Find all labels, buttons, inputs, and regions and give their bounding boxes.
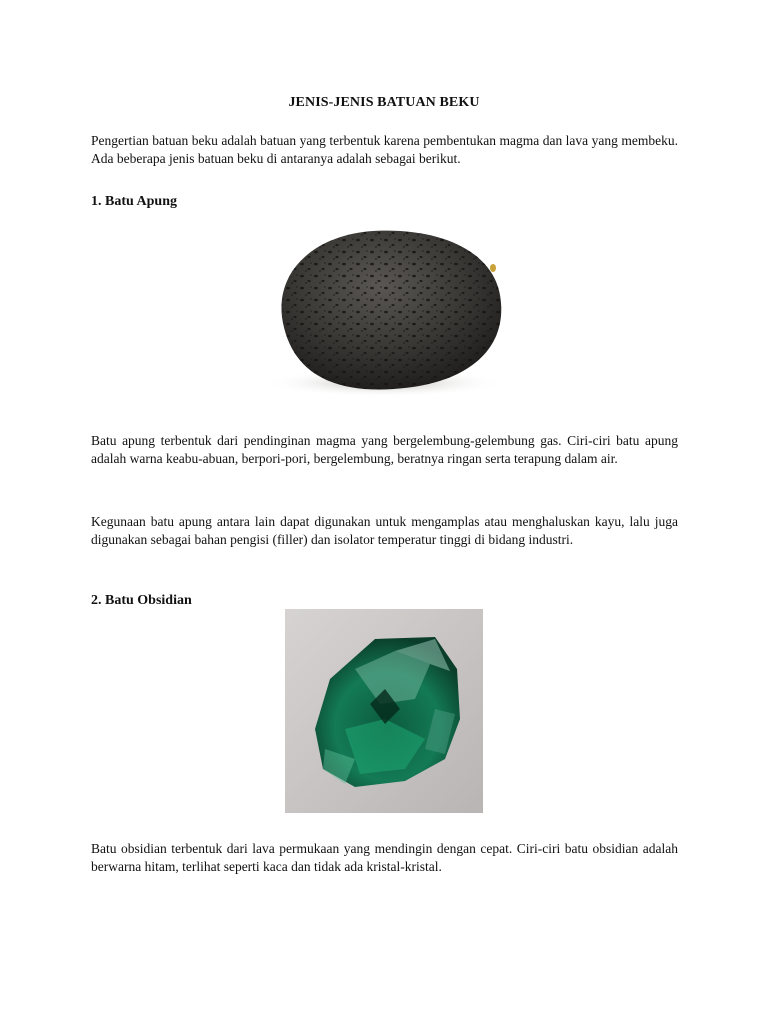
batu-apung-description: Batu apung terbentuk dari pendinginan magma yang bergelembung-gelembung gas. Ciri-ciri batu apung adalah warna keabu-abuan, berpori-pori, bergelembung, beratnya ringan serta terapung dalam air. — [91, 433, 678, 466]
batu-obsidian-description: Batu obsidian terbentuk dari lava permukaan yang mendingin dengan cepat. Ciri-ciri batu obsidian adalah berwarna hitam, terlihat seperti kaca dan tidak ada kristal-kristal. — [91, 841, 678, 874]
section-heading-batu-apung: 1. Batu Apung — [91, 194, 177, 209]
intro-paragraph: Pengertian batuan beku adalah batuan yang terbentuk karena pembentukan magma dan lava yang membeku. Ada beberapa jenis batuan beku di antaranya adalah sebagai berikut. — [91, 133, 678, 166]
batu-apung-usage: Kegunaan batu apung antara lain dapat digunakan untuk mengamplas atau menghaluskan kayu, lalu juga digunakan sebagai bahan pengisi (filler) dan isolator temperatur tinggi di bidang industri. — [91, 514, 678, 547]
section-heading-batu-obsidian: 2. Batu Obsidian — [91, 593, 192, 608]
pumice-stone-photo — [243, 213, 525, 405]
obsidian-stone-photo — [285, 609, 483, 813]
document-title: JENIS-JENIS BATUAN BEKU — [288, 95, 480, 110]
